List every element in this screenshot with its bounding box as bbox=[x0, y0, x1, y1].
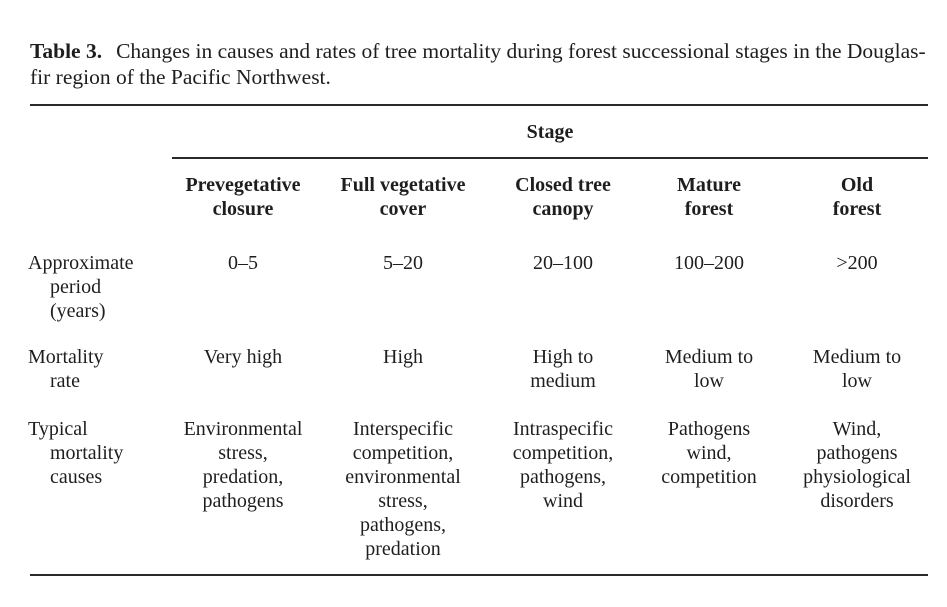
table-number: Table 3. bbox=[30, 39, 103, 63]
table-cell: Intraspecific competition, pathogens, wind bbox=[512, 418, 614, 512]
column-header-mature-forest: Mature forest bbox=[676, 174, 742, 220]
table-cell: Wind, pathogens physiological disorders bbox=[803, 418, 911, 512]
table-cell: Interspecific competition, environmental stress, pathogens, predation bbox=[345, 418, 461, 560]
table-cell: Very high bbox=[203, 346, 283, 368]
table-cell: >200 bbox=[836, 252, 878, 274]
column-header-closed-tree-canopy: Closed tree canopy bbox=[515, 174, 611, 220]
row-label-rate: Mortality rate bbox=[28, 346, 104, 392]
table-caption bbox=[30, 38, 935, 90]
table-cell: Medium to low bbox=[812, 346, 902, 392]
table-cell: 5–20 bbox=[383, 252, 423, 274]
row-label-causes: Typical mortality causes bbox=[28, 418, 124, 488]
top-rule bbox=[30, 104, 928, 106]
table-title: Changes in causes and rates of tree mortality during forest successional stages in the Douglas-fir region of the Pacific Northwest. bbox=[30, 39, 926, 89]
table-cell: Environmental stress, predation, pathogens bbox=[183, 418, 303, 512]
table-cell: 0–5 bbox=[228, 252, 258, 274]
bottom-rule bbox=[30, 574, 928, 576]
column-header-full-vegetative-cover: Full vegetative cover bbox=[340, 174, 466, 220]
stage-header: Stage bbox=[526, 121, 574, 143]
table-cell: Pathogens wind, competition bbox=[661, 418, 757, 488]
table-cell: High to medium bbox=[530, 346, 596, 392]
table-cell: Medium to low bbox=[664, 346, 754, 392]
table-cell: 100–200 bbox=[674, 252, 744, 274]
row-label-period: Approximate period (years) bbox=[28, 252, 134, 322]
table-cell: High bbox=[383, 346, 423, 368]
column-header-prevegetative-closure: Prevegetative closure bbox=[185, 174, 301, 220]
table-cell: 20–100 bbox=[533, 252, 593, 274]
column-header-old-forest: Old forest bbox=[832, 174, 882, 220]
stage-rule bbox=[172, 157, 928, 159]
